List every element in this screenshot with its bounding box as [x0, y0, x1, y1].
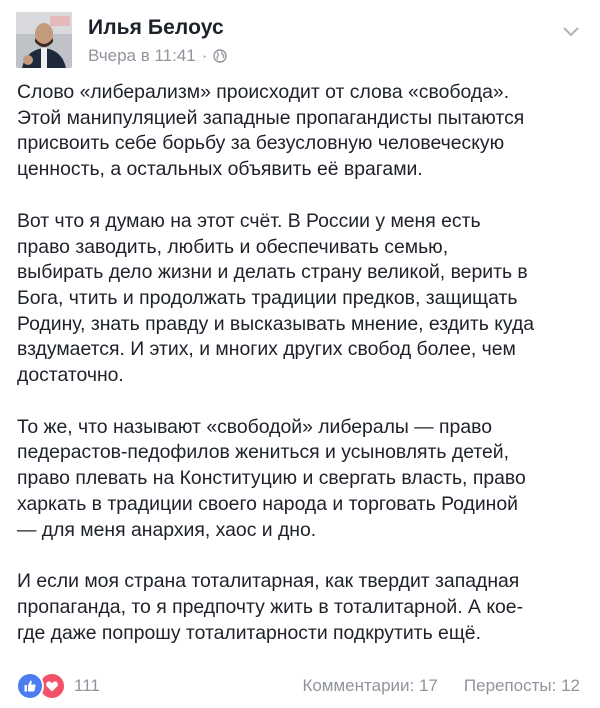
like-icon [16, 672, 44, 700]
avatar-image [16, 12, 72, 68]
reactions-summary[interactable] [16, 672, 100, 700]
chevron-down-icon[interactable] [562, 26, 580, 38]
post-paragraph: Слово «либерализм» происходит от слова «свобода». Этой манипуляцией западные пропагандисты пытаются присвоить себе борьбу за безусловную человеческую ценность, а остальных объявить её врагами. [17, 81, 525, 181]
post-paragraph: И если моя страна тоталитарная, как твердит западная пропаганда, то я предпочту жить в тоталитарной. А кое- где даже попрошу тоталитарности подкрутить ещё. [17, 570, 524, 644]
post-paragraph: Вот что я думаю на этот счёт. В России у меня есть право заводить, любить и обеспечивать семью, выбирать дело жизни и делать страну великой, верить в Бога, чтить и продолжать традиции предков, защищать Родину, знать правду и высказывать мнение, ездить куда вздумается. И этих, и многих других свобод более, чем достаточно. [17, 209, 535, 387]
post-header [16, 12, 584, 70]
post-paragraph: То же, что называют «свободой» либералы — право педерастов-педофилов жениться и усыновлять детей, право плевать на Конституцию и свергать власть, право харкать в традиции своего народа и торговать Родиной — для меня анархия, хаос и дно. [17, 415, 526, 541]
meta-separator: · [201, 46, 208, 65]
post-body [17, 80, 587, 672]
reactions-count: 111 [74, 676, 100, 695]
author-name[interactable]: Илья Белоус [88, 16, 224, 39]
post-meta [88, 46, 227, 66]
comments-count-link[interactable]: Комментарии: 17 [302, 676, 438, 695]
author-avatar[interactable] [16, 12, 72, 68]
shares-count-link[interactable]: Перепосты: 12 [463, 676, 580, 695]
post-footer [16, 672, 584, 700]
globe-icon[interactable] [213, 49, 227, 63]
post-stats [302, 676, 580, 696]
post-timestamp[interactable]: Вчера в 11:41 [88, 46, 196, 65]
